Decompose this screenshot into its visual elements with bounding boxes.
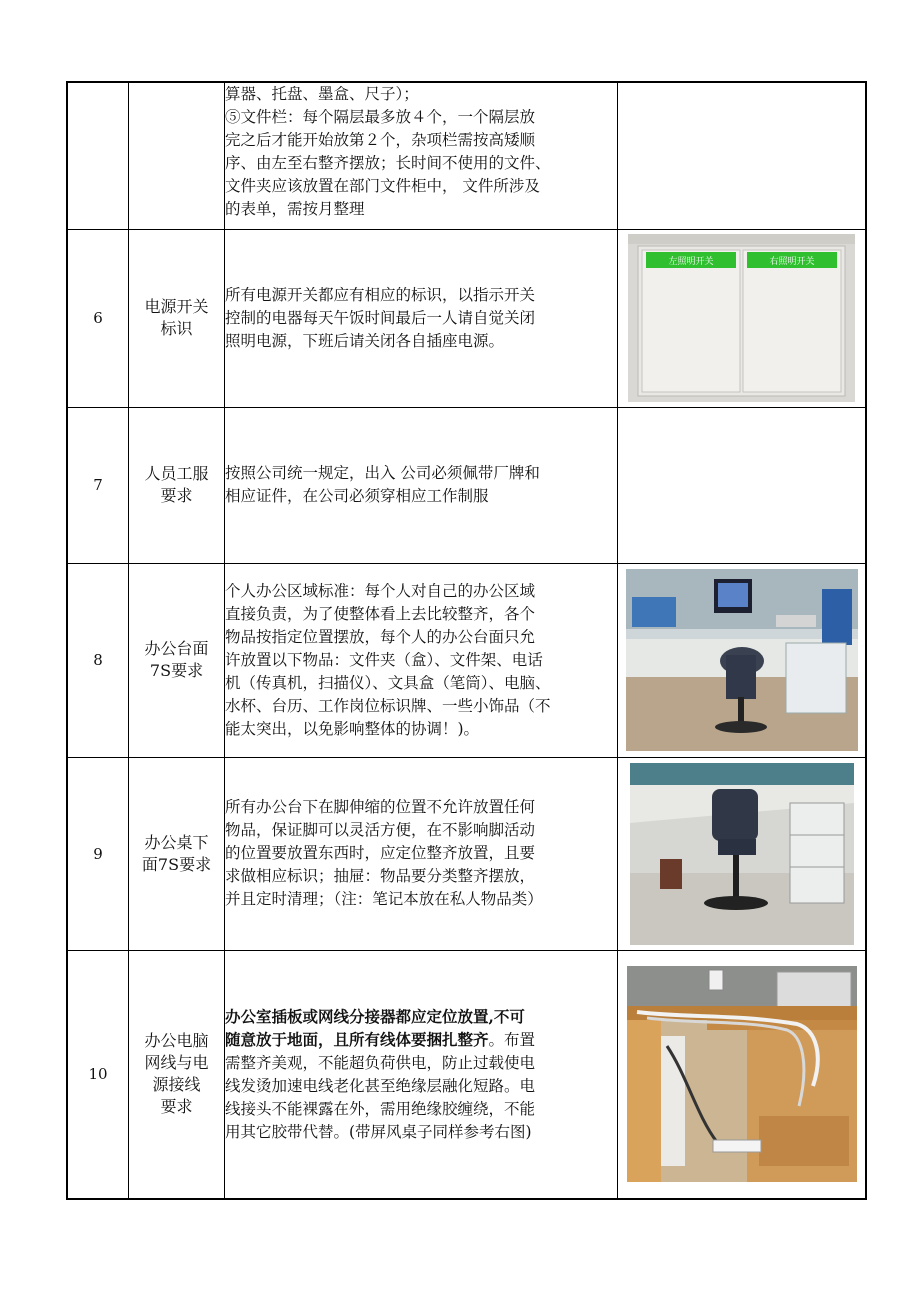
desc-bold-line: 办公室插板或网线分接器都应定位放置,不可 bbox=[225, 1006, 525, 1026]
desc-line: 需整齐美观，不能超负荷供电，防止过载使电 bbox=[225, 1053, 536, 1072]
desc-line: 并且定时清理；（注：笔记本放在私人物品类） bbox=[225, 890, 543, 908]
image-cell bbox=[618, 82, 867, 229]
desc-line: 算器、托盘、墨盒、尺子）； bbox=[225, 85, 419, 103]
desc-line: 控制的电器每天午饭时间最后一人请自觉关闭 bbox=[225, 308, 536, 327]
image-cell bbox=[618, 950, 867, 1199]
switch-label-right: 右照明开关 bbox=[769, 257, 815, 267]
desc-line: 序、由左至右整齐摆放；长时间不使用的文件、 bbox=[225, 154, 551, 172]
desc-line: 完之后才能开始放第２个，杂项栏需按高矮顺 bbox=[225, 131, 536, 149]
desc-line: 水杯、台历、工作岗位标识牌、一些小饰品（不 bbox=[225, 696, 551, 715]
desc-line: 相应证件，在公司必须穿相应工作制服 bbox=[225, 487, 489, 505]
item-name-line: 办公桌下 bbox=[144, 832, 209, 852]
desc-normal-segment: 。布置 bbox=[488, 1030, 536, 1049]
desc-line: 文件夹应该放置在部门文件柜中， 文件所涉及 bbox=[225, 177, 540, 195]
item-name-line: 标识 bbox=[160, 319, 193, 338]
desc-line: 所有电源开关都应有相应的标识，以指示开关 bbox=[225, 285, 536, 304]
desc-line: 用其它胶带代替。(带屏风桌子同样参考右图) bbox=[225, 1122, 532, 1141]
row-number: 9 bbox=[67, 757, 129, 950]
item-name bbox=[129, 950, 225, 1199]
desc-line: 许放置以下物品：文件夹（盒）、文件架、电话 bbox=[225, 650, 543, 669]
table-row bbox=[67, 407, 866, 563]
desc-line: 直接负责，为了使整体看上去比较整齐，各个 bbox=[225, 604, 536, 623]
item-description bbox=[225, 229, 618, 407]
desc-line: 物品按指定位置摆放，每个人的办公台面只允 bbox=[225, 627, 536, 646]
item-name-line: 7S要求 bbox=[149, 661, 204, 680]
desc-line: 的位置要放置东西时，应定位整齐放置，且要 bbox=[225, 844, 536, 862]
table-row bbox=[67, 563, 866, 757]
desc-line: 能太突出，以免影响整体的协调！)。 bbox=[225, 719, 480, 738]
table-row bbox=[67, 229, 866, 407]
desc-line: 所有办公台下在脚伸缩的位置不允许放置任何 bbox=[225, 798, 536, 816]
item-description bbox=[225, 82, 618, 229]
desk-top-photo bbox=[626, 569, 858, 751]
desc-mixed-line bbox=[225, 1028, 617, 1052]
item-name-line: 电源开关 bbox=[144, 297, 209, 316]
item-name-line: 源接线 bbox=[152, 1075, 201, 1095]
desc-bold-segment: 随意放于地面，且所有线体要捆扎整齐 bbox=[225, 1029, 489, 1049]
item-name-line: 办公电脑 bbox=[144, 1031, 209, 1051]
desc-line: 照明电源，下班后请关闭各自插座电源。 bbox=[225, 331, 505, 350]
item-name-line: 网线与电 bbox=[144, 1053, 209, 1073]
item-name bbox=[129, 82, 225, 229]
item-description bbox=[225, 950, 618, 1199]
item-description bbox=[225, 407, 618, 563]
item-name bbox=[129, 407, 225, 563]
item-name-line: 办公台面 bbox=[144, 639, 209, 658]
row-number: 10 bbox=[67, 950, 129, 1199]
item-name-line: 面7S要求 bbox=[141, 854, 212, 874]
desc-line: 按照公司统一规定，出入 公司必须佩带厂牌和 bbox=[225, 464, 540, 482]
item-description bbox=[225, 757, 618, 950]
image-cell bbox=[618, 563, 867, 757]
desc-line: 求做相应标识；抽屉：物品要分类整齐摆放， bbox=[225, 867, 536, 885]
desc-line: 个人办公区域标准：每个人对自己的办公区域 bbox=[225, 581, 536, 600]
desc-line: 物品，保证脚可以灵活方便，在不影响脚活动 bbox=[225, 821, 536, 839]
cable-routing-photo bbox=[627, 966, 857, 1182]
row-number: 8 bbox=[67, 563, 129, 757]
desc-line: 线接头不能裸露在外，需用绝缘胶缠绕，不能 bbox=[225, 1099, 536, 1118]
item-name bbox=[129, 757, 225, 950]
image-cell bbox=[618, 229, 867, 407]
item-name-line: 人员工服 bbox=[144, 464, 209, 483]
under-desk-photo bbox=[630, 763, 854, 945]
table-row bbox=[67, 950, 866, 1199]
desc-line: ⑤文件栏：每个隔层最多放４个，一个隔层放 bbox=[225, 108, 536, 126]
item-name bbox=[129, 563, 225, 757]
desc-line: 线发烫加速电线老化甚至绝缘层融化短路。电 bbox=[225, 1076, 536, 1095]
item-name bbox=[129, 229, 225, 407]
item-name-line: 要求 bbox=[160, 1097, 193, 1117]
desc-line: 机（传真机，扫描仪）、文具盒（笔筒）、电脑、 bbox=[225, 673, 551, 692]
item-description bbox=[225, 563, 618, 757]
image-cell bbox=[618, 407, 867, 563]
desc-line: 的表单，需按月整理 bbox=[225, 200, 365, 218]
row-number: 6 bbox=[67, 229, 129, 407]
item-name-line: 要求 bbox=[160, 486, 193, 505]
spec-table bbox=[66, 81, 867, 1200]
image-cell bbox=[618, 757, 867, 950]
switch-label-left: 左照明开关 bbox=[668, 257, 714, 267]
switch-panel-photo bbox=[628, 234, 855, 402]
table-row bbox=[67, 82, 866, 229]
row-number: 7 bbox=[67, 407, 129, 563]
table-row bbox=[67, 757, 866, 950]
row-number bbox=[67, 82, 129, 229]
